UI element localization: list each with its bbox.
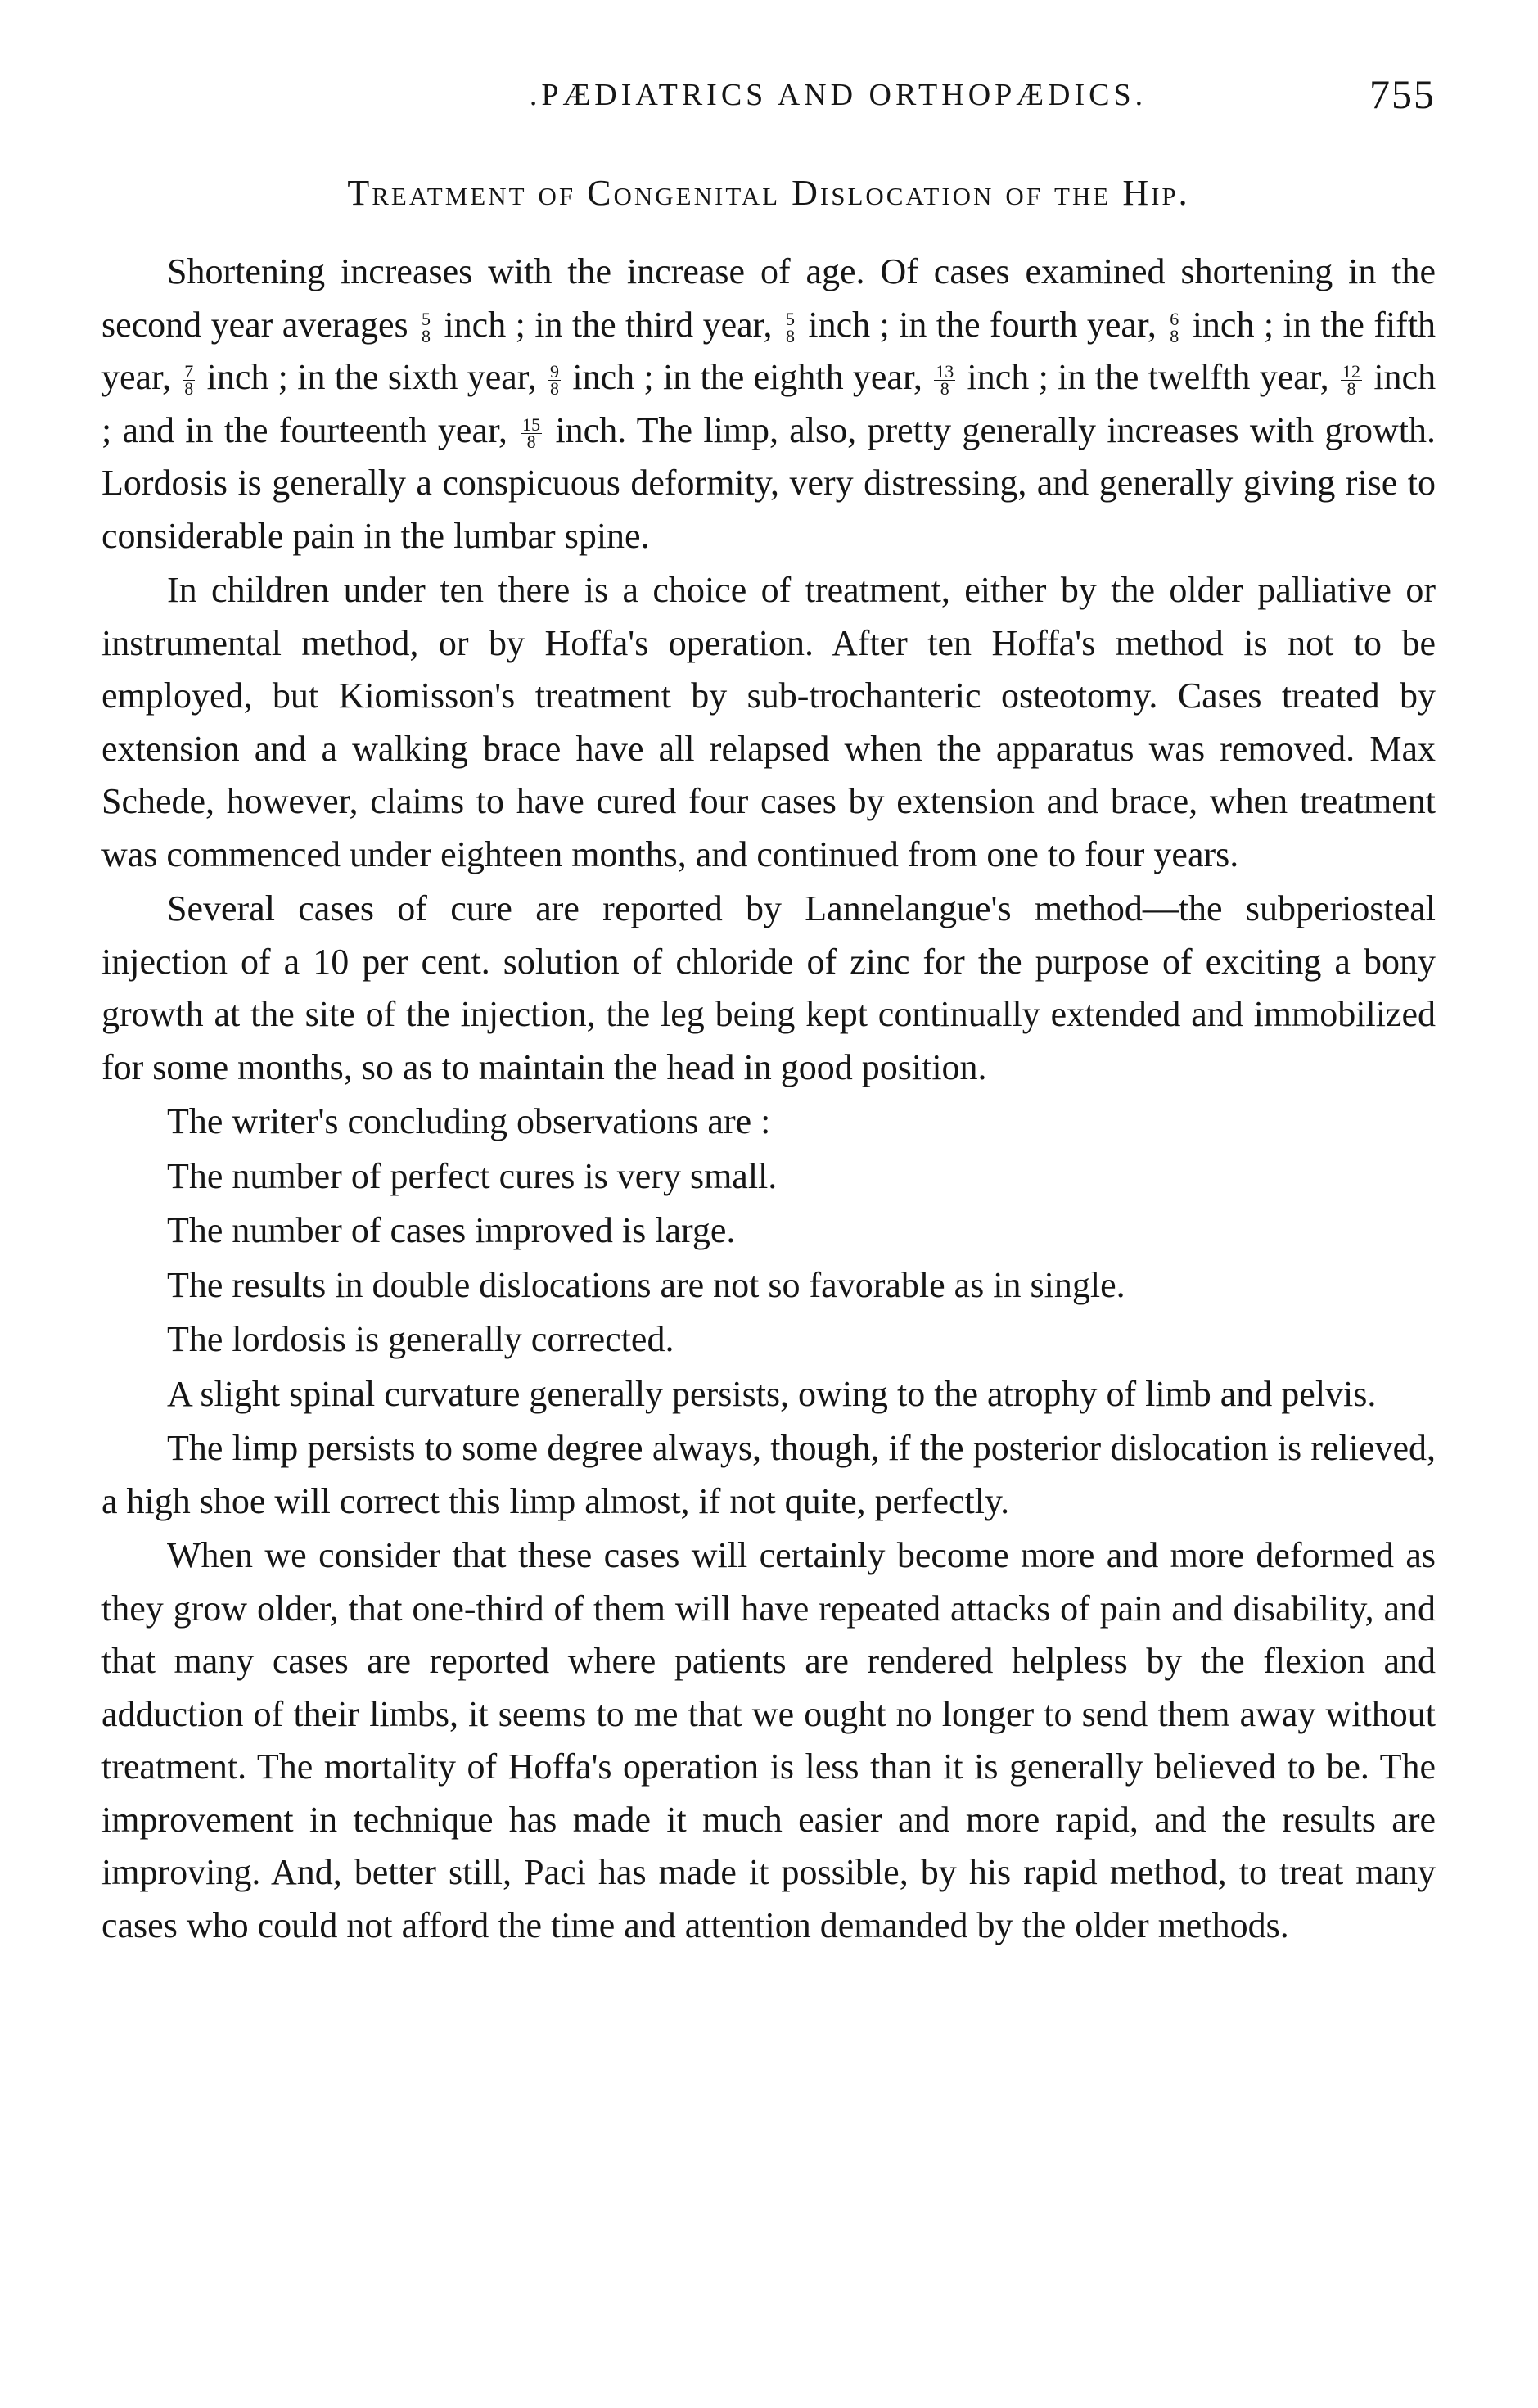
text-run: inch. The limp, also, pretty generally increases with growth. Lordosis is generally a conspicuous deformity, very distressing, and generally giving rise to considerable pain in the lumbar spine. bbox=[101, 409, 1436, 556]
text-run: inch ; in the third year, bbox=[444, 304, 773, 345]
paragraph-observation-double: The results in double dislocations are not so favorable as in single. bbox=[167, 1264, 1125, 1305]
fraction-numerator: 5 bbox=[785, 308, 795, 329]
document-page bbox=[101, 0, 1436, 2408]
fraction-second-year bbox=[420, 308, 432, 346]
paragraph-treatment-choice: In children under ten there is a choice of treatment, either by the older palliative or instrumental method, or by Hoffa's operation. After ten Hoffa's method is not to be employed, but Kiomisson's treatment by sub-trochanteric osteotomy. Cases treated by extension and a walking brace have all relapsed when the apparatus was removed. Max Schede, however, claims to have cured four cases by extension and brace, when treatment was commenced under eighteen months, and continued from one to four years. bbox=[101, 570, 1436, 874]
paragraph-observations-intro: The writer's concluding observations are : bbox=[167, 1101, 771, 1141]
paragraph-shortening bbox=[101, 246, 1436, 562]
article-body bbox=[101, 246, 1436, 1954]
paragraph-lannelangue: Several cases of cure are reported by Lannelangue's method—the subperiosteal injection of a 10 per cent. solution of chloride of zinc for the purpose of exciting a bony growth at the site of the injection, the leg being kept continually extended and immobilized for some months, so as to maintain the head in good position. bbox=[101, 888, 1436, 1087]
fraction-numerator: 6 bbox=[1170, 308, 1179, 329]
fraction-sixth-year bbox=[548, 361, 561, 400]
section-title: Treatment of Congenital Dislocation of the Hip. bbox=[347, 173, 1190, 213]
fraction-denominator: 8 bbox=[422, 325, 431, 346]
paragraph-observation-lordosis: The lordosis is generally corrected. bbox=[167, 1319, 674, 1359]
fraction-fourth-year bbox=[1168, 308, 1180, 346]
fraction-numerator: 9 bbox=[550, 361, 560, 382]
fraction-fourteenth-year bbox=[521, 413, 542, 452]
fraction-eighth-year bbox=[934, 361, 955, 400]
page-number: 755 bbox=[1369, 71, 1436, 117]
text-run: inch ; in the fourth year, bbox=[808, 304, 1157, 345]
fraction-fifth-year bbox=[183, 361, 195, 400]
text-run: inch ; and in the fourteenth year, bbox=[101, 357, 1437, 450]
running-title: .PÆDIATRICS AND ORTHOPÆDICS. bbox=[529, 78, 1148, 112]
paragraph-conclusion: When we consider that these cases will certainly become more and more deformed as they grow older, that one-third of them will have repeated attacks of pain and disability, and that many cases are reported where patients are rendered helpless by the flexion and adduction of their limbs, it seems to me that we ought no longer to send them away without treatment. The mortality of Hoffa's operation is less than it is generally believed to be. The improvement in technique has made it much easier and more rapid, and the results are improving. And, better still, Paci has made it possible, by his rapid method, to treat many cases who could not afford the time and attention demanded by the older methods. bbox=[101, 1535, 1436, 1945]
paragraph-observation-improved: The number of cases improved is large. bbox=[167, 1210, 736, 1250]
fraction-denominator: 8 bbox=[184, 378, 194, 400]
fraction-numerator: 13 bbox=[936, 361, 954, 382]
fraction-third-year bbox=[784, 308, 796, 346]
text-run: inch ; in the twelfth year, bbox=[967, 357, 1329, 397]
fraction-twelfth-year bbox=[1341, 361, 1362, 400]
fraction-denominator: 8 bbox=[1170, 325, 1179, 346]
paragraph-observation-limp: The limp persists to some degree always, though, if the posterior dislocation is relieved, a high shoe will correct this limp almost, if not quite, perfectly. bbox=[101, 1428, 1436, 1521]
running-head bbox=[101, 70, 1436, 128]
paragraph-observation-curvature: A slight spinal curvature generally persists, owing to the atrophy of limb and pelvis. bbox=[167, 1373, 1377, 1414]
fraction-denominator: 8 bbox=[526, 431, 536, 452]
fraction-numerator: 12 bbox=[1342, 361, 1360, 382]
fraction-denominator: 8 bbox=[550, 378, 560, 400]
fraction-numerator: 15 bbox=[522, 413, 541, 435]
fraction-numerator: 5 bbox=[422, 308, 431, 329]
text-run: Shortening increases with the increase of age. Of cases examined shortening in the second year averages bbox=[101, 251, 1436, 345]
paragraph-observation-cures: The number of perfect cures is very small. bbox=[167, 1155, 778, 1196]
fraction-denominator: 8 bbox=[785, 325, 795, 346]
text-run: inch ; in the sixth year, bbox=[206, 357, 537, 397]
fraction-denominator: 8 bbox=[1346, 378, 1356, 400]
text-run: inch ; in the fifth year, bbox=[101, 304, 1437, 397]
fraction-denominator: 8 bbox=[940, 378, 949, 400]
text-run: inch ; in the eighth year, bbox=[572, 357, 922, 397]
fraction-numerator: 7 bbox=[184, 361, 194, 382]
